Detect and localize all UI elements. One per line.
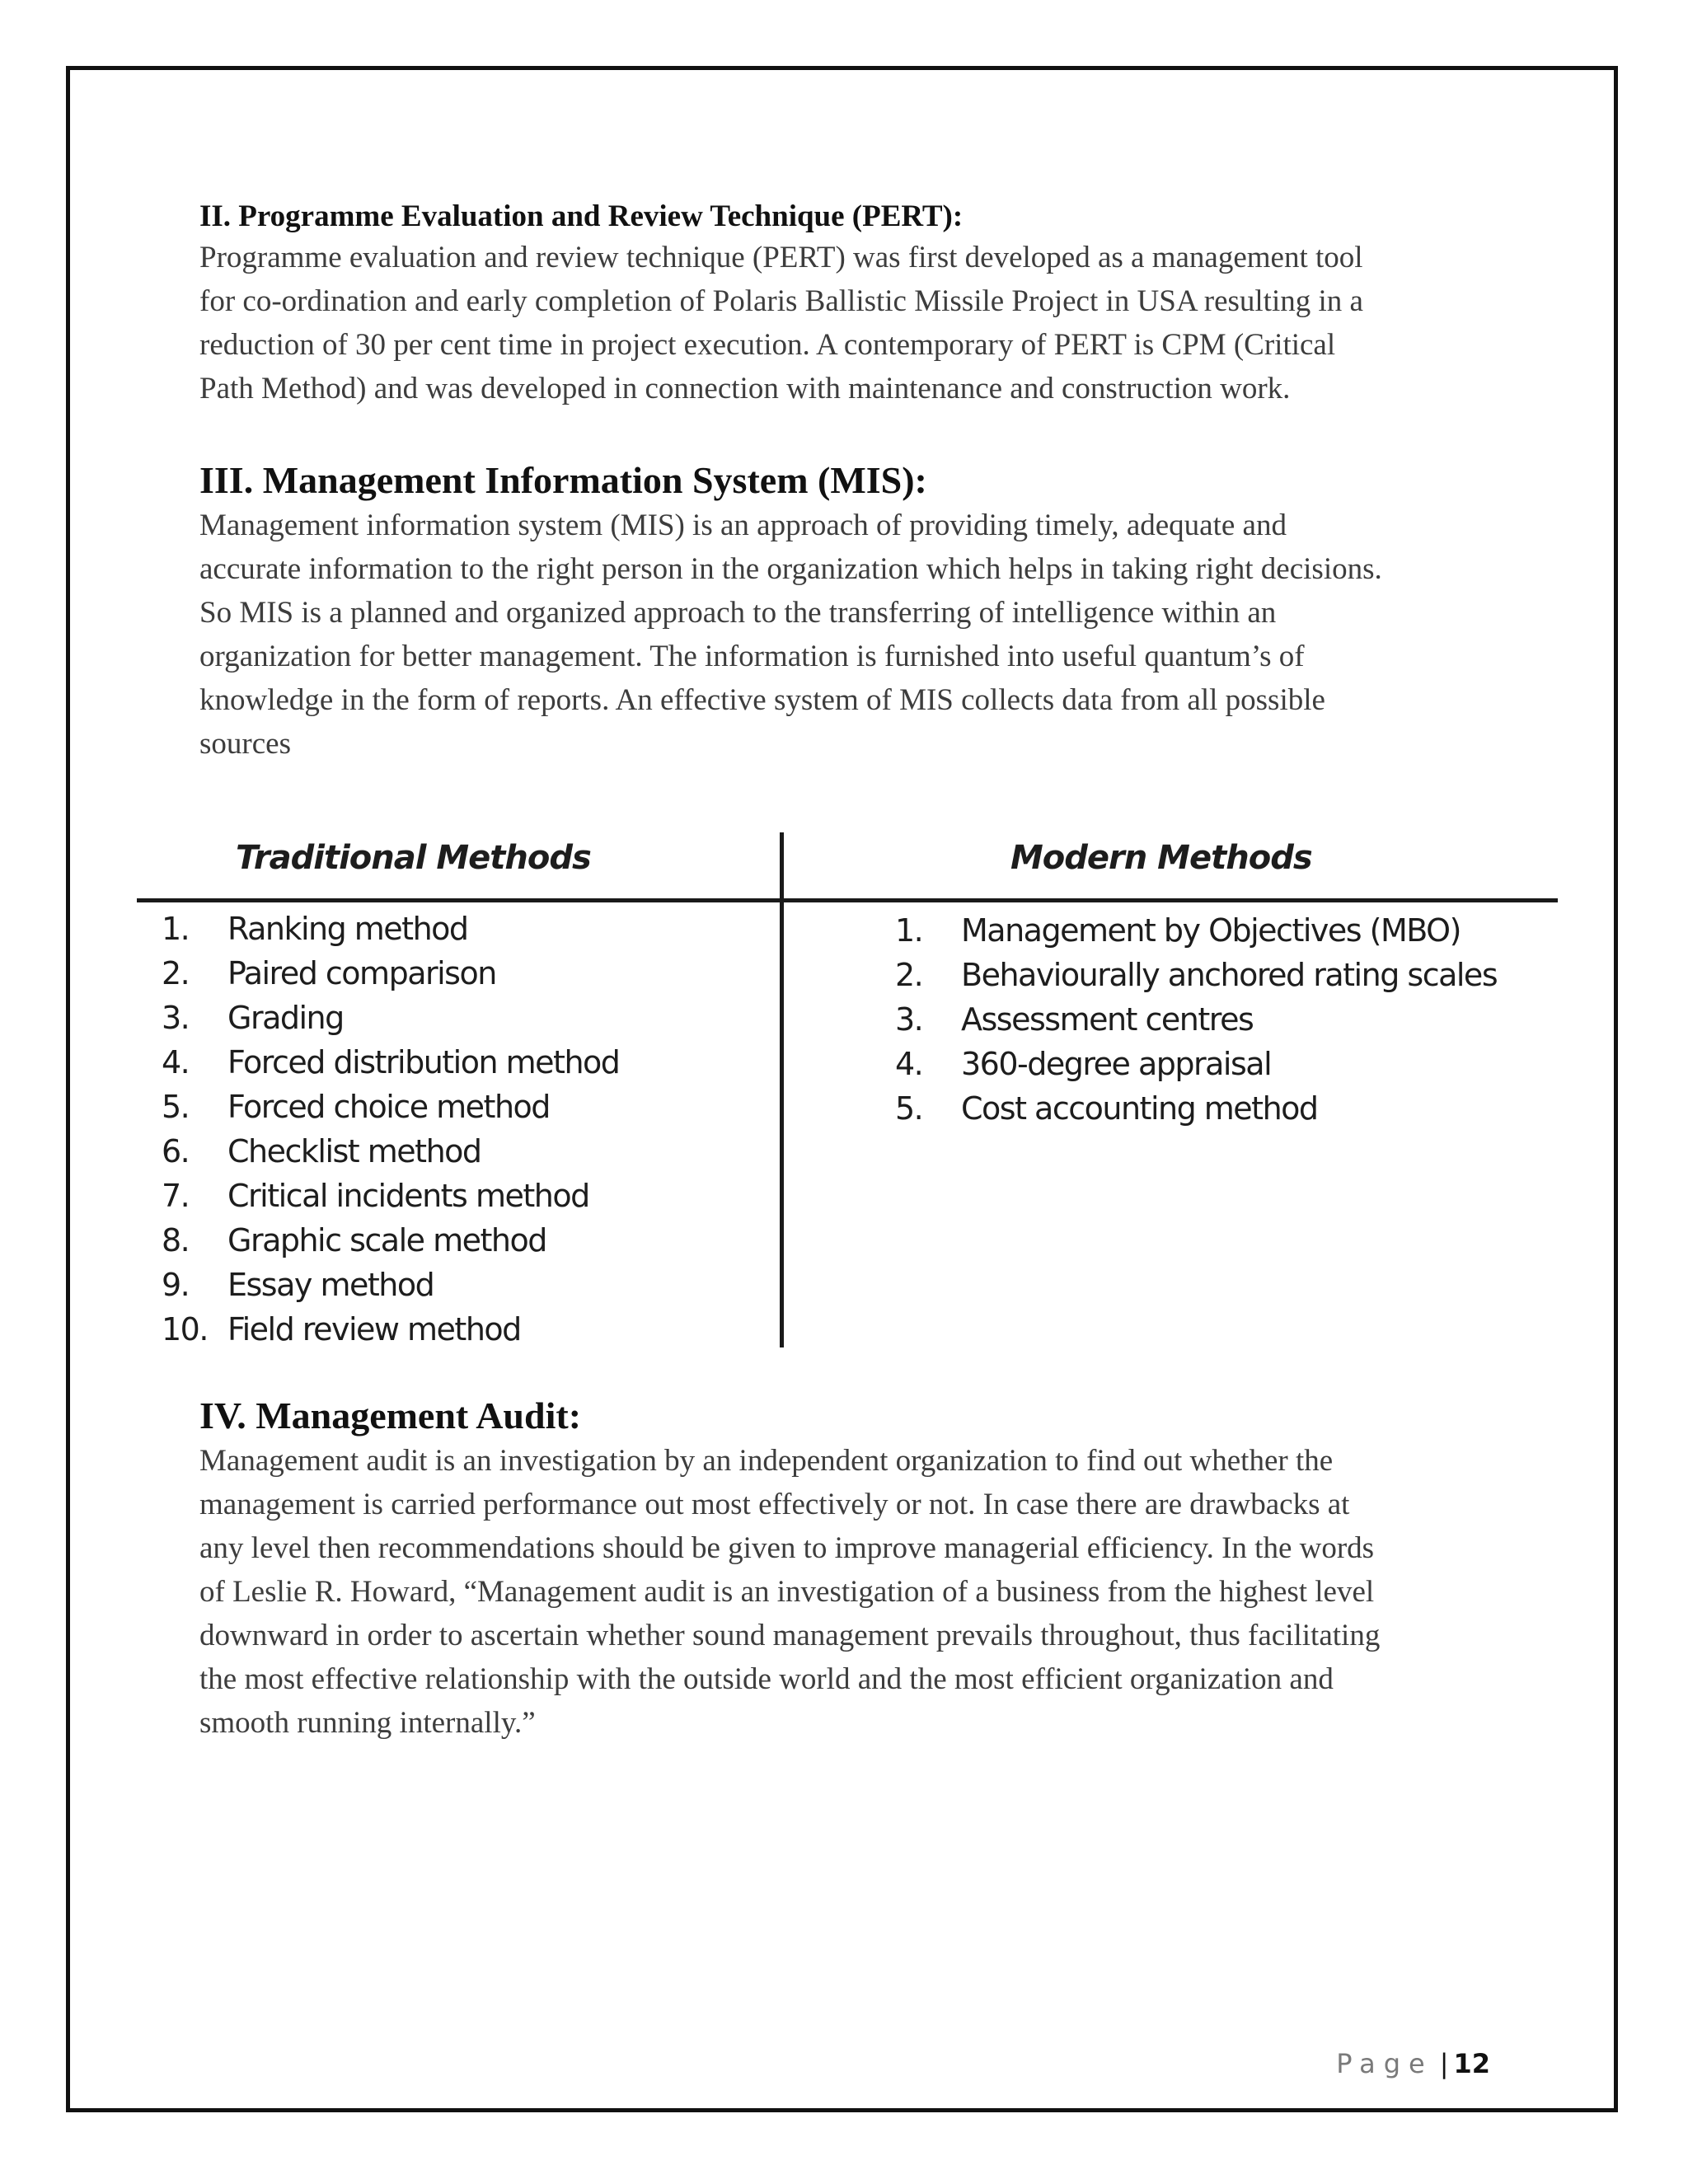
list-item	[895, 997, 1497, 1042]
item-number: 5.	[162, 1089, 190, 1125]
page-number: 12	[1453, 2048, 1490, 2079]
item-label: Essay method	[227, 1267, 434, 1303]
list-item	[162, 1085, 619, 1129]
audit-paragraph	[199, 1439, 1518, 1745]
list-item	[162, 1263, 619, 1307]
pert-heading: II. Programme Evaluation and Review Technique (PERT):	[199, 199, 964, 233]
page-footer	[1336, 2048, 1490, 2079]
list-item	[162, 1129, 619, 1174]
item-number: 3.	[162, 1000, 190, 1036]
audit-line: downward in order to ascertain whether sound management prevails throughout, thus facilitating	[199, 1619, 1381, 1652]
pert-paragraph	[199, 236, 1518, 410]
item-label: Paired comparison	[227, 955, 496, 991]
mis-heading: III. Management Information System (MIS):	[199, 459, 927, 501]
audit-line: the most effective relationship with the outside world and the most efficient organization and	[199, 1662, 1334, 1696]
table-column-divider	[780, 832, 784, 1347]
list-item	[895, 1042, 1497, 1086]
audit-line: any level then recommendations should be given to improve managerial efficiency. In the words	[199, 1531, 1375, 1565]
item-number: 2.	[162, 955, 190, 991]
section-pert	[199, 198, 1518, 410]
audit-line: management is carried performance out most effectively or not. In case there are drawbacks at	[199, 1488, 1350, 1521]
traditional-methods-list	[162, 907, 619, 1352]
mis-line: So MIS is a planned and organized approach to the transferring of intelligence within an	[199, 596, 1277, 630]
item-label: Field review method	[227, 1311, 521, 1347]
item-number: 9.	[162, 1267, 190, 1303]
appraisal-methods-table	[137, 832, 1558, 1347]
audit-line: Management audit is an investigation by an independent organization to find out whether the	[199, 1444, 1334, 1478]
item-label: Grading	[227, 1000, 344, 1036]
item-number: 7.	[162, 1178, 190, 1214]
modern-methods-list	[895, 908, 1497, 1131]
audit-line: of Leslie R. Howard, “Management audit is an investigation of a business from the highest level	[199, 1575, 1375, 1609]
list-item	[895, 953, 1497, 997]
pert-line: for co-ordination and early completion of Polaris Ballistic Missile Project in USA resulting in a	[199, 284, 1363, 318]
list-item	[162, 1307, 619, 1352]
item-number: 4.	[162, 1044, 190, 1080]
traditional-methods-header: Traditional Methods	[236, 839, 591, 877]
list-item	[162, 1174, 619, 1218]
mis-line: organization for better management. The information is furnished into useful quantum’s of	[199, 640, 1305, 673]
mis-line: sources	[199, 727, 291, 761]
item-label: Checklist method	[227, 1133, 481, 1169]
list-item	[162, 996, 619, 1040]
item-label: Ranking method	[227, 911, 468, 947]
list-item	[895, 908, 1497, 953]
item-label: Cost accounting method	[961, 1090, 1318, 1127]
item-label: Forced distribution method	[227, 1044, 620, 1080]
item-number: 3.	[895, 1001, 923, 1038]
section-mis	[199, 457, 1518, 766]
item-label: Critical incidents method	[227, 1178, 589, 1214]
item-number: 6.	[162, 1133, 190, 1169]
item-number: 4.	[895, 1046, 923, 1082]
list-item	[895, 1086, 1497, 1131]
pert-line: reduction of 30 per cent time in project execution. A contemporary of PERT is CPM (Critical	[199, 328, 1336, 362]
mis-paragraph	[199, 504, 1518, 766]
item-number: 1.	[162, 911, 190, 947]
mis-line: knowledge in the form of reports. An effective system of MIS collects data from all possible	[199, 683, 1325, 717]
modern-methods-header: Modern Methods	[1010, 839, 1312, 877]
item-label: Assessment centres	[961, 1001, 1254, 1038]
pert-line: Programme evaluation and review technique (PERT) was first developed as a management tool	[199, 241, 1363, 274]
mis-line: Management information system (MIS) is an approach of providing timely, adequate and	[199, 509, 1287, 542]
item-number: 1.	[895, 912, 923, 949]
item-number: 8.	[162, 1222, 190, 1258]
audit-line: smooth running internally.”	[199, 1706, 536, 1740]
table-header-rule	[137, 898, 1558, 902]
item-label: Behaviourally anchored rating scales	[961, 957, 1498, 993]
list-item	[162, 907, 619, 951]
section-audit	[199, 1393, 1518, 1745]
pert-line: Path Method) and was developed in connection with maintenance and construction work.	[199, 372, 1291, 405]
list-item	[162, 951, 619, 996]
list-item	[162, 1040, 619, 1085]
item-number: 5.	[895, 1090, 923, 1127]
list-item	[162, 1218, 619, 1263]
item-label: Graphic scale method	[227, 1222, 546, 1258]
mis-line: accurate information to the right person in the organization which helps in taking right decisions.	[199, 552, 1382, 586]
page-label: Page	[1336, 2048, 1433, 2079]
item-label: Management by Objectives (MBO)	[961, 912, 1461, 949]
audit-heading: IV. Management Audit:	[199, 1394, 582, 1436]
item-label: 360-degree appraisal	[961, 1046, 1272, 1082]
item-number: 2.	[895, 957, 923, 993]
page-separator: |	[1439, 2048, 1449, 2079]
item-number: 10.	[162, 1311, 208, 1347]
item-label: Forced choice method	[227, 1089, 550, 1125]
